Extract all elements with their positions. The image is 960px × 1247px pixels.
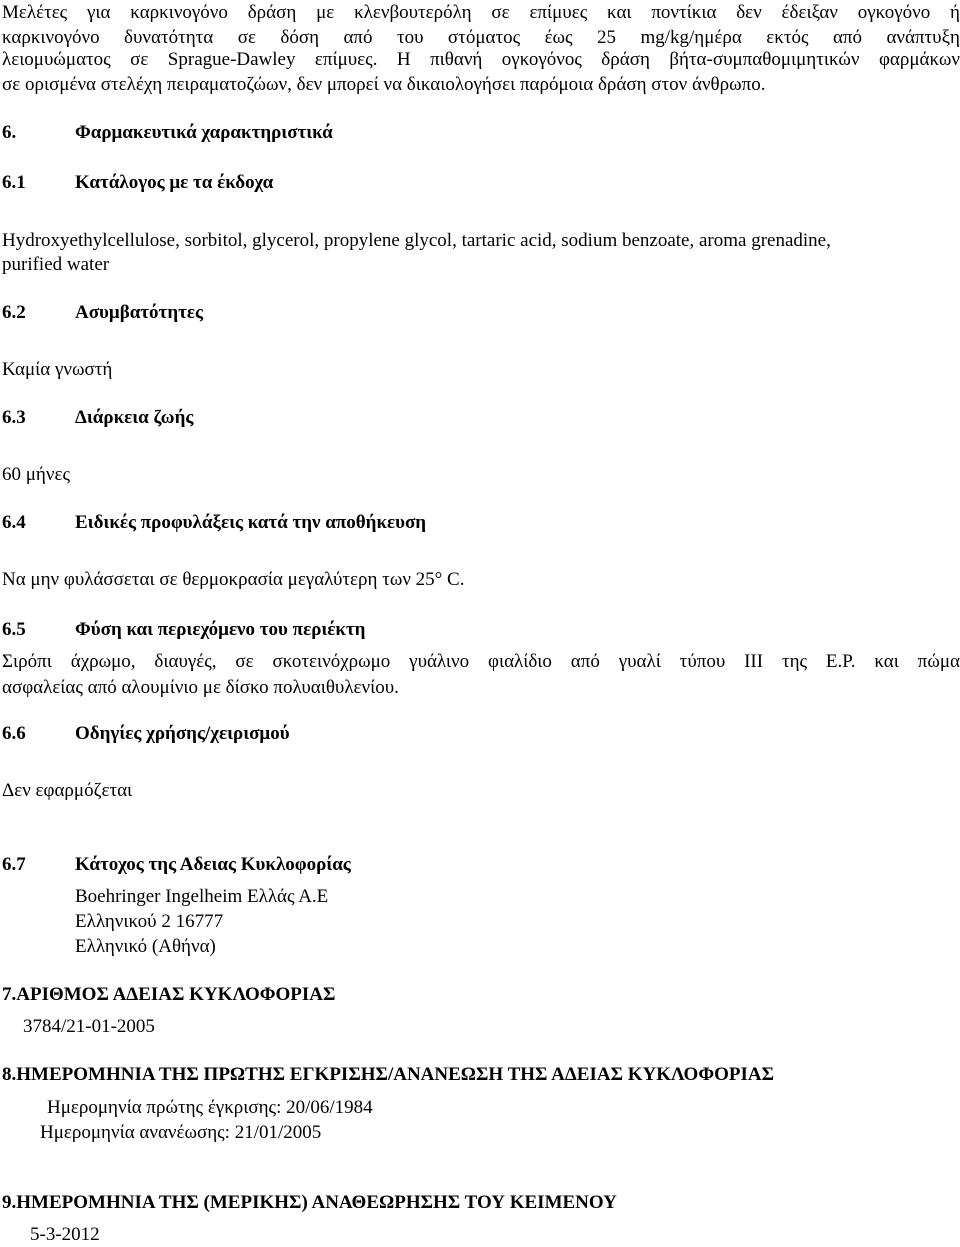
section-9-title: 9.ΗΜΕΡΟΜΗΝΙΑ ΤΗΣ (ΜΕΡΙΚΗΣ) ΑΝΑΘΕΩΡΗΣΗΣ ΤΟΥ ΚΕΙΜΕΝΟΥ bbox=[2, 1192, 617, 1213]
section-6-1-title: Κατάλογος με τα έκδοχα bbox=[75, 172, 274, 193]
container-line-2: ασφαλείας από αλουμίνιο με δίσκο πολυαιθυλενίου. bbox=[2, 677, 399, 698]
holder-line-1: Boehringer Ingelheim Ελλάς Α.Ε bbox=[75, 886, 329, 907]
intro-line-2: καρκινογόνο δυνατότητα σε δόση από του στόματος έως 25 mg/kg/ημέρα εκτός από ανάπτυξη bbox=[2, 27, 960, 48]
holder-line-3: Ελληνικό (Αθήνα) bbox=[75, 936, 216, 957]
handling-text: Δεν εφαρμόζεται bbox=[2, 780, 133, 801]
incompatibilities-text: Καμία γνωστή bbox=[2, 359, 113, 380]
intro-line-3: λειομυώματος σε Sprague-Dawley επίμυες. Η πιθανή ογκογόνος δράση βήτα-συμπαθομιμητικών φαρμάκων bbox=[2, 49, 960, 70]
section-6-1-number: 6.1 bbox=[2, 172, 26, 193]
license-number: 3784/21-01-2005 bbox=[23, 1016, 155, 1037]
section-6-6-number: 6.6 bbox=[2, 723, 26, 744]
renewal-date: Ημερομηνία ανανέωσης: 21/01/2005 bbox=[40, 1122, 322, 1143]
section-6-title: Φαρμακευτικά χαρακτηριστικά bbox=[75, 122, 333, 143]
storage-text: Να μην φυλάσσεται σε θερμοκρασία μεγαλύτερη των 25° C. bbox=[2, 569, 465, 590]
section-6-3-title: Διάρκεια ζωής bbox=[75, 407, 194, 428]
section-6-6-title: Οδηγίες χρήσης/χειρισμού bbox=[75, 723, 290, 744]
intro-line-1: Μελέτες για καρκινογόνο δράση με κλενβουτερόλη σε επίμυες και ποντίκια δεν έδειξαν ογκογόνο ή bbox=[2, 2, 960, 23]
section-6-3-number: 6.3 bbox=[2, 407, 26, 428]
section-6-7-number: 6.7 bbox=[2, 854, 26, 875]
section-6-7-title: Κάτοχος της Αδειας Κυκλοφορίας bbox=[75, 854, 351, 875]
section-6-5-number: 6.5 bbox=[2, 619, 26, 640]
section-6-2-number: 6.2 bbox=[2, 302, 26, 323]
shelf-life-text: 60 μήνες bbox=[2, 464, 70, 485]
holder-line-2: Ελληνικού 2 16777 bbox=[75, 911, 224, 932]
section-8-title: 8.ΗΜΕΡΟΜΗΝΙΑ ΤΗΣ ΠΡΩΤΗΣ ΕΓΚΡΙΣΗΣ/ΑΝΑΝΕΩΣΗ ΤΗΣ ΑΔΕΙΑΣ ΚΥΚΛΟΦΟΡΙΑΣ bbox=[2, 1064, 775, 1085]
section-6-5-title: Φύση και περιεχόμενο του περιέκτη bbox=[75, 619, 366, 640]
excipients-line-1: Hydroxyethylcellulose, sorbitol, glycerol, propylene glycol, tartaric acid, sodium benzoate, aroma grenadine, bbox=[2, 230, 831, 251]
intro-line-4: σε ορισμένα στελέχη πειραματοζώων, δεν μπορεί να δικαιολογήσει παρόμοια δράση στον άνθρωπο. bbox=[2, 74, 766, 95]
first-approval-date: Ημερομηνία πρώτης έγκρισης: 20/06/1984 bbox=[47, 1097, 373, 1118]
section-6-number: 6. bbox=[2, 122, 17, 143]
section-6-4-title: Ειδικές προφυλάξεις κατά την αποθήκευση bbox=[75, 512, 427, 533]
section-7-title: 7.ΑΡΙΘΜΟΣ ΑΔΕΙΑΣ ΚΥΚΛΟΦΟΡΙΑΣ bbox=[2, 984, 336, 1005]
excipients-line-2: purified water bbox=[2, 254, 110, 275]
container-line-1: Σιρόπι άχρωμο, διαυγές, σε σκοτεινόχρωμο γυάλινο φιαλίδιο από γυαλί τύπου III της Ε.Ρ. και πώμα bbox=[2, 651, 960, 672]
section-6-4-number: 6.4 bbox=[2, 512, 26, 533]
section-6-2-title: Ασυμβατότητες bbox=[75, 302, 203, 323]
revision-date: 5-3-2012 bbox=[30, 1224, 100, 1245]
